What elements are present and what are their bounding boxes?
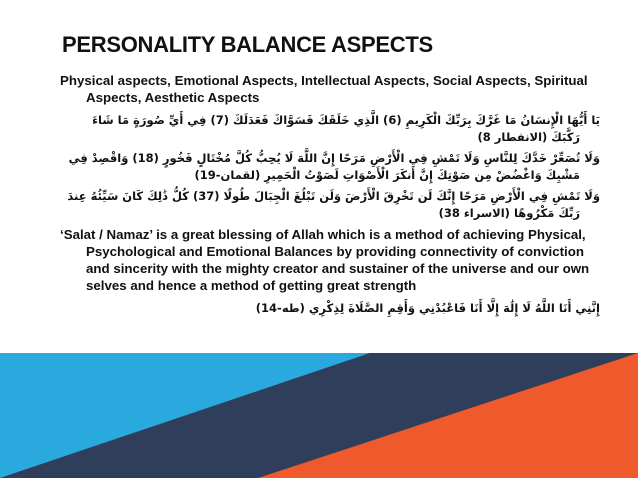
verse-taha: إِنَّنِي أَنَا اللَّهُ لَا إِلَٰهَ إِلَّا أَنَا فَاعْبُدْنِي وَأَقِمِ الصَّلَاةَ لِذِكْرِي (طه-14)	[255, 301, 600, 315]
verse-infitar: يَا أَيُّهَا الْإِنسَانُ مَا غَرَّكَ بِرَبِّكَ الْكَرِيمِ (6) الَّذِي خَلَقَكَ فَسَوَّاكَ فَعَدَلَكَ (7) فِي أَيِّ صُورَةٍ مَا شَاءَ رَكَّبَكَ (الانفطار 8)	[92, 113, 600, 144]
decorative-shapes	[0, 353, 638, 478]
bottom-decoration	[0, 353, 638, 478]
slide-title: PERSONALITY BALANCE ASPECTS	[62, 32, 433, 57]
verse-isra: وَلَا تَمْشِ فِي الْأَرْضِ مَرَحًا إِنَّكَ لَن تَخْرِقَ الْأَرْضَ وَلَن تَبْلُغَ الْجِبَالَ طُولًا (37) كُلُّ ذَٰلِكَ كَانَ سَيِّئُهُ عِندَ رَبِّكَ مَكْرُوهًا (الاسراء 38)	[67, 189, 600, 220]
salat-text: ‘Salat / Namaz’ is a great blessing of Allah which is a method of achieving Physical, Psychological and Emotional Balances by providing connectivity of conviction and sincerity with the mighty creator and sustainer of the universe and our own selves and hence a method of getting great strength	[60, 227, 590, 293]
slide-body	[60, 72, 600, 321]
verse-luqman: وَلَا تُصَعِّرْ خَدَّكَ لِلنَّاسِ وَلَا تَمْشِ فِي الْأَرْضِ مَرَحًا إِنَّ اللَّهَ لَا يُحِبُّ كُلَّ مُخْتَالٍ فَخُورٍ (18) وَاقْصِدْ فِي مَشْيِكَ وَاغْضُضْ مِن صَوْتِكَ إِنَّ أَنكَرَ الْأَصْوَاتِ لَصَوْتُ الْحَمِيرِ (لقمان-19)	[68, 151, 600, 182]
aspects-text: Physical aspects, Emotional Aspects, Intellectual Aspects, Social Aspects, Spiritual Aspects, Aesthetic Aspects	[60, 73, 588, 105]
